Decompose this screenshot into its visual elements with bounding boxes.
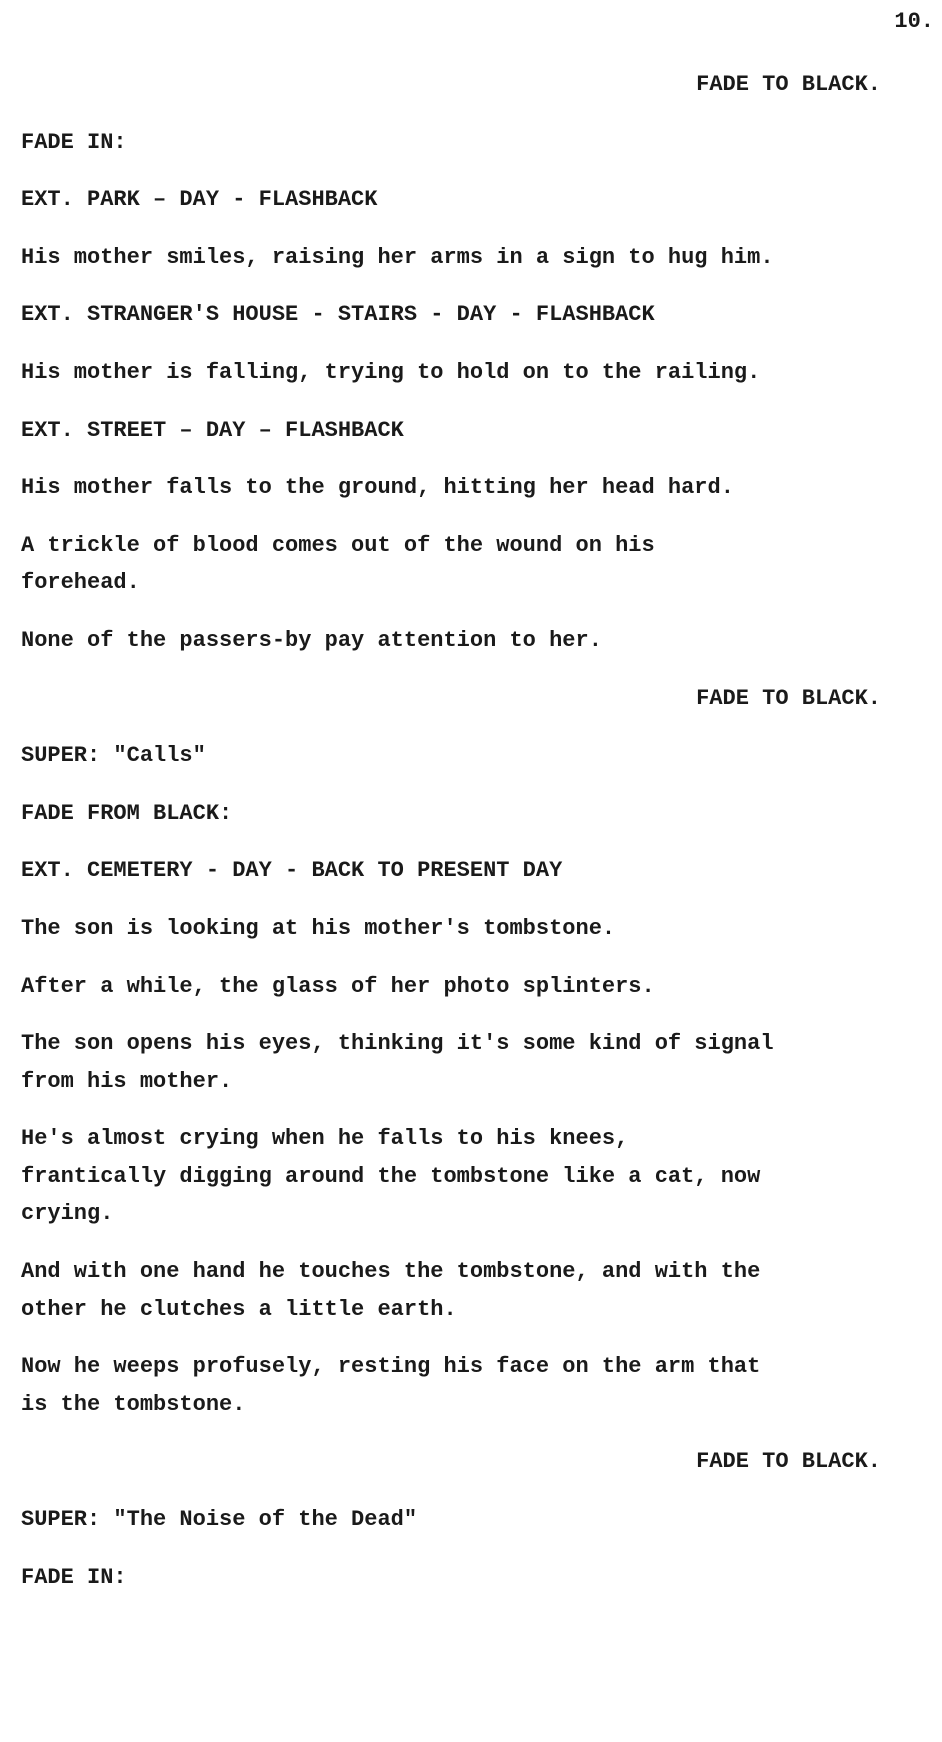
action-line: His mother is falling, trying to hold on to the railing.	[21, 359, 761, 385]
transition-fade-in: FADE IN:	[21, 1564, 127, 1590]
super-title: SUPER: "The Noise of the Dead"	[21, 1507, 418, 1533]
scene-heading: EXT. CEMETERY - DAY - BACK TO PRESENT DAY	[21, 858, 563, 884]
transition-fade-to-black: FADE TO BLACK.	[696, 72, 881, 97]
action-line: The son is looking at his mother's tombstone.	[21, 915, 616, 941]
transition-fade-in: FADE IN:	[21, 129, 127, 155]
action-line: A trickle of blood comes out of the wound on his forehead.	[21, 532, 655, 596]
scene-heading: EXT. STRANGER'S HOUSE - STAIRS - DAY - FLASHBACK	[21, 302, 655, 328]
transition-fade-to-black: FADE TO BLACK.	[696, 685, 881, 711]
transition-fade-from-black: FADE FROM BLACK:	[21, 800, 233, 826]
action-line: His mother smiles, raising her arms in a sign to hug him.	[21, 244, 774, 270]
page-number: 10.	[894, 9, 934, 34]
action-line: His mother falls to the ground, hitting her head hard.	[21, 475, 734, 501]
action-line: After a while, the glass of her photo splinters.	[21, 973, 655, 999]
screenplay-body	[21, 66, 881, 1616]
scene-heading: EXT. PARK – DAY - FLASHBACK	[21, 187, 378, 213]
action-line: The son opens his eyes, thinking it's some kind of signal from his mother.	[21, 1031, 774, 1094]
action-line: He's almost crying when he falls to his knees, frantically digging around the tombstone like a cat, now crying.	[21, 1126, 761, 1227]
action-line: None of the passers-by pay attention to her.	[21, 627, 602, 653]
action-line: Now he weeps profusely, resting his face on the arm that is the tombstone.	[21, 1354, 761, 1417]
super-title: SUPER: "Calls"	[21, 743, 206, 769]
action-line: And with one hand he touches the tombstone, and with the other he clutches a little earth.	[21, 1259, 761, 1322]
scene-heading: EXT. STREET – DAY – FLASHBACK	[21, 417, 404, 443]
transition-fade-to-black: FADE TO BLACK.	[696, 1449, 881, 1475]
